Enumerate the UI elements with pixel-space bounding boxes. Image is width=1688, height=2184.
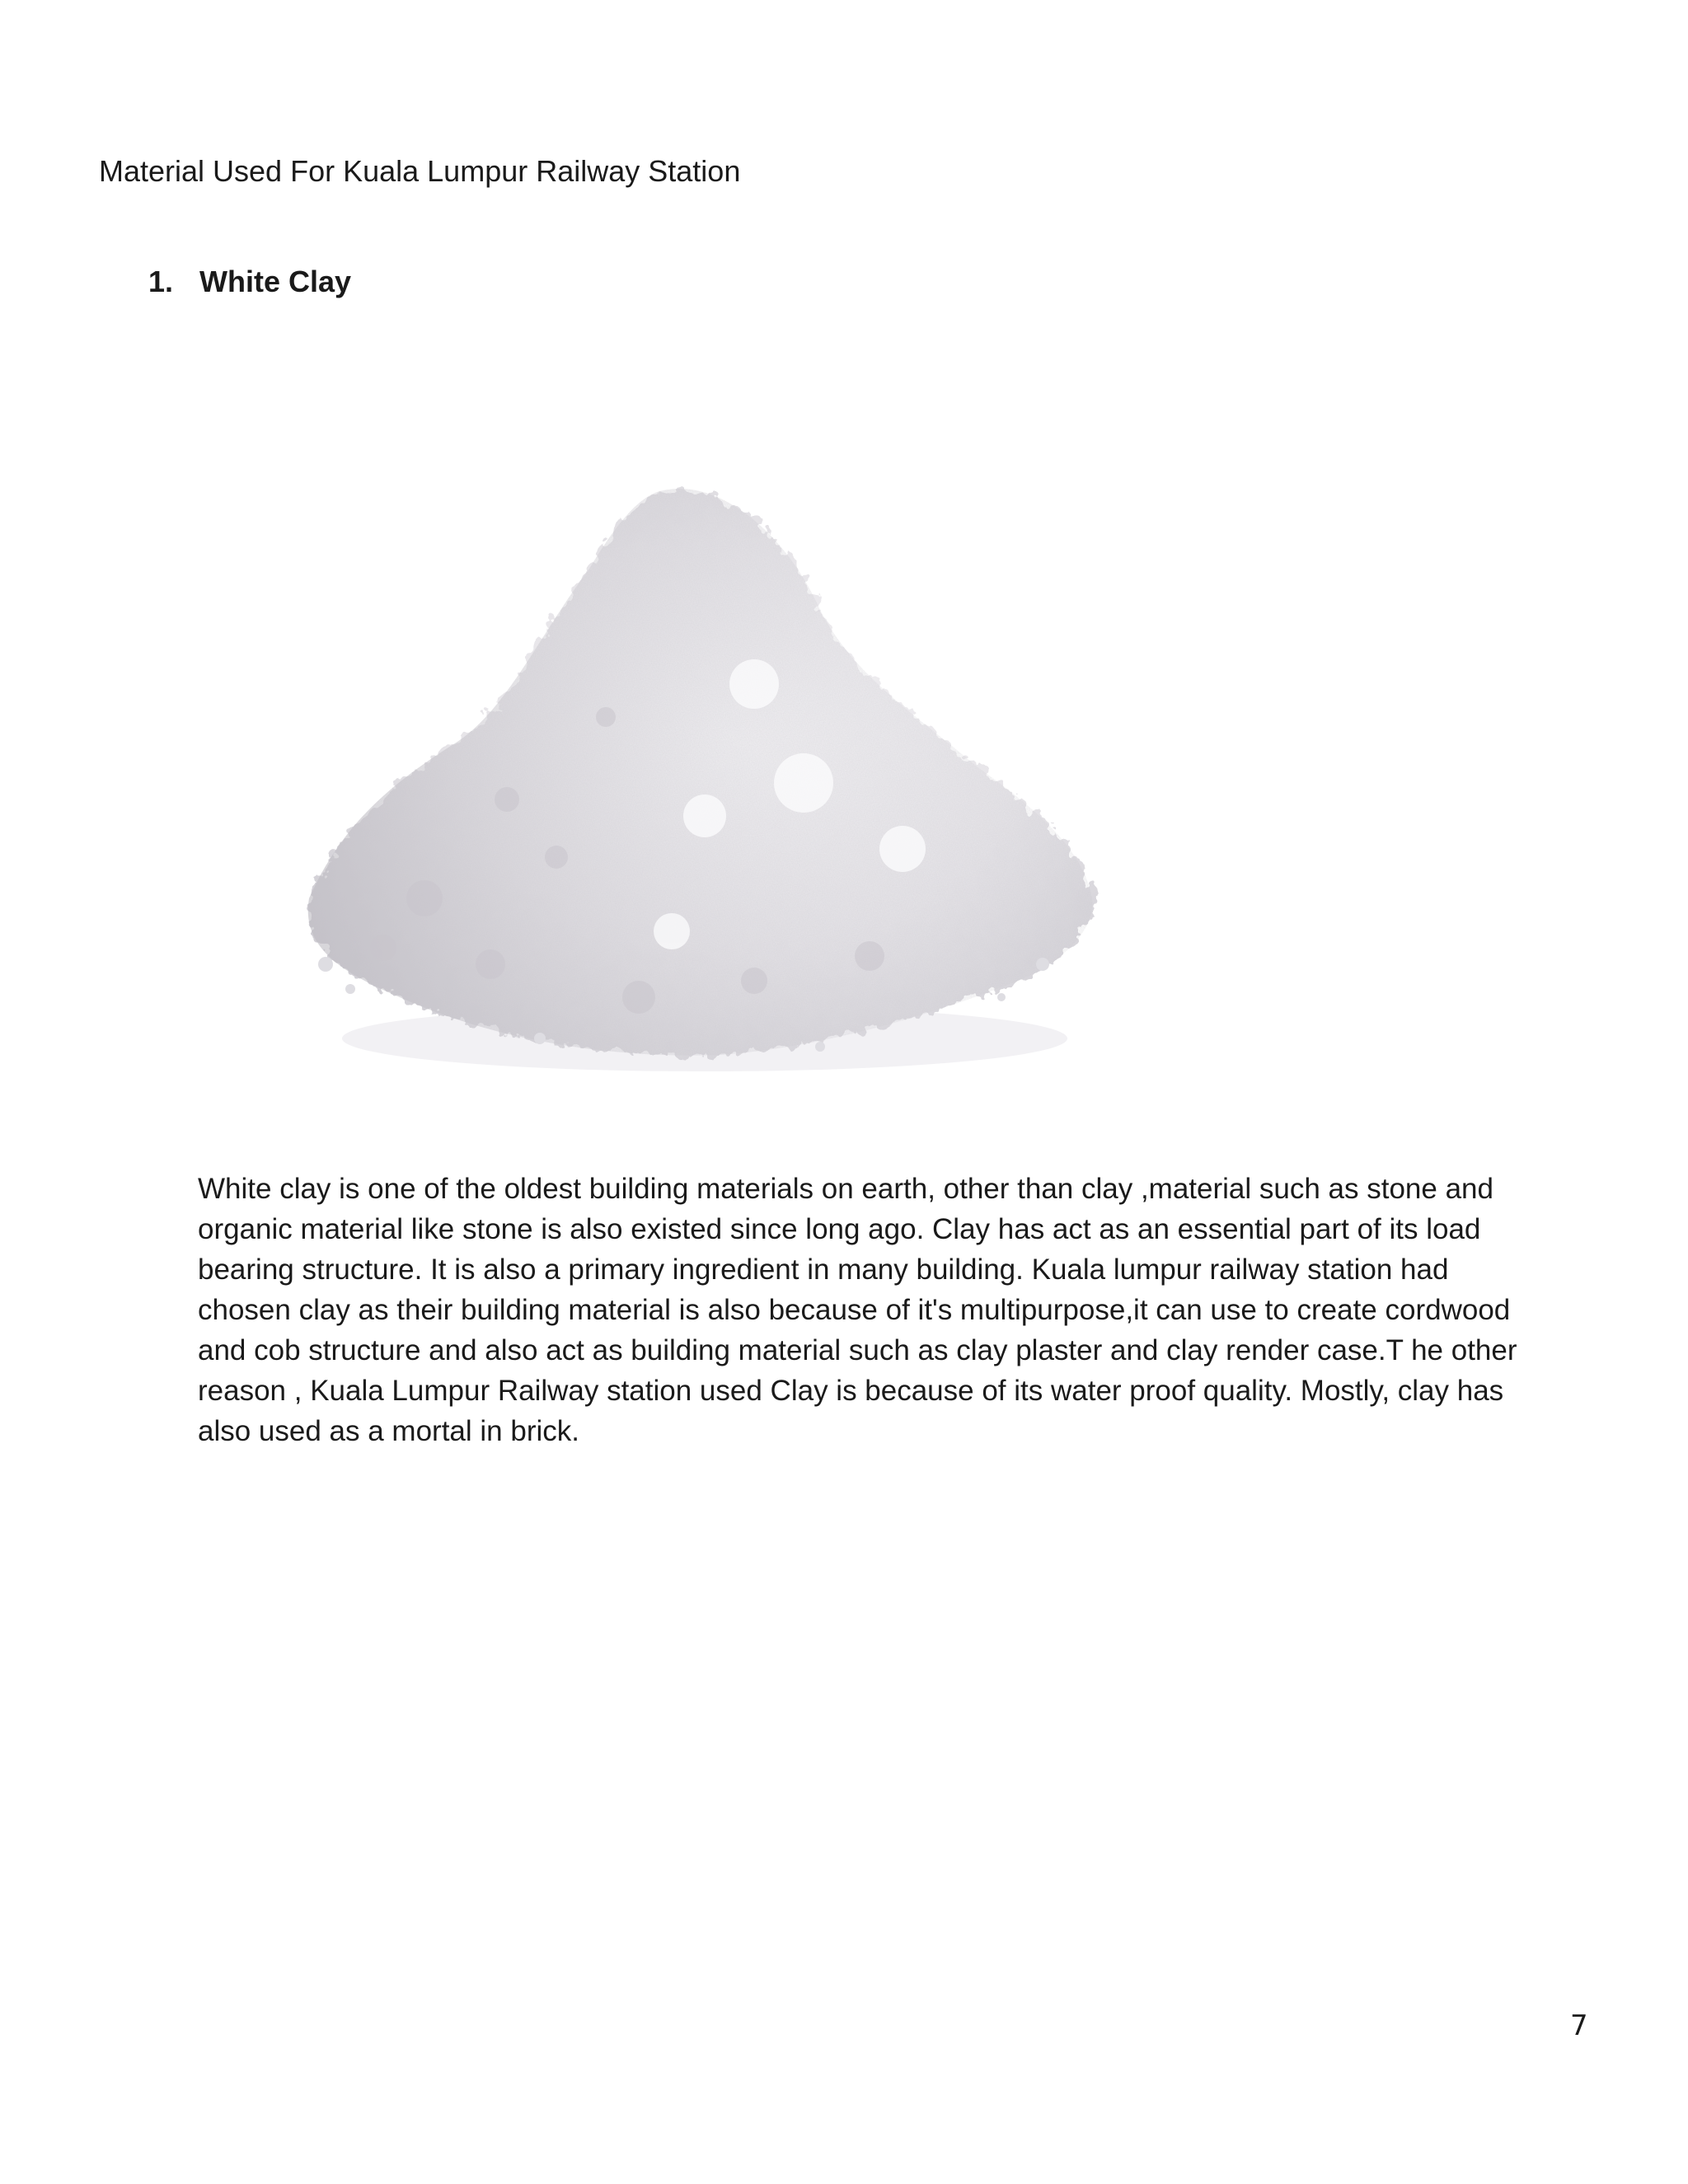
body-line: and cob structure and also act as building material such as clay plaster and clay render case.T he other — [198, 1334, 1517, 1366]
section-number: 1. — [148, 265, 174, 298]
section-heading — [148, 262, 351, 302]
body-line: also used as a mortal in brick. — [198, 1415, 579, 1447]
page-number: 7 — [1570, 2009, 1588, 2042]
body-line: reason , Kuala Lumpur Railway station used Clay is because of its water proof quality. Mostly, clay has — [198, 1375, 1504, 1407]
white-clay-image — [293, 470, 1100, 1080]
body-line: organic material like stone is also existed since long ago. Clay has act as an essential part of its load — [198, 1213, 1481, 1245]
section-title: White Clay — [199, 265, 352, 298]
page-title: Material Used For Kuala Lumpur Railway Station — [99, 154, 741, 188]
body-paragraph — [198, 1169, 1591, 1451]
body-line: White clay is one of the oldest building materials on earth, other than clay ,material such as stone and — [198, 1173, 1493, 1205]
body-line: chosen clay as their building material is also because of it's multipurpose,it can use to create cordwood — [198, 1294, 1511, 1326]
body-line: bearing structure. It is also a primary ingredient in many building. Kuala lumpur railway station had — [198, 1254, 1449, 1286]
